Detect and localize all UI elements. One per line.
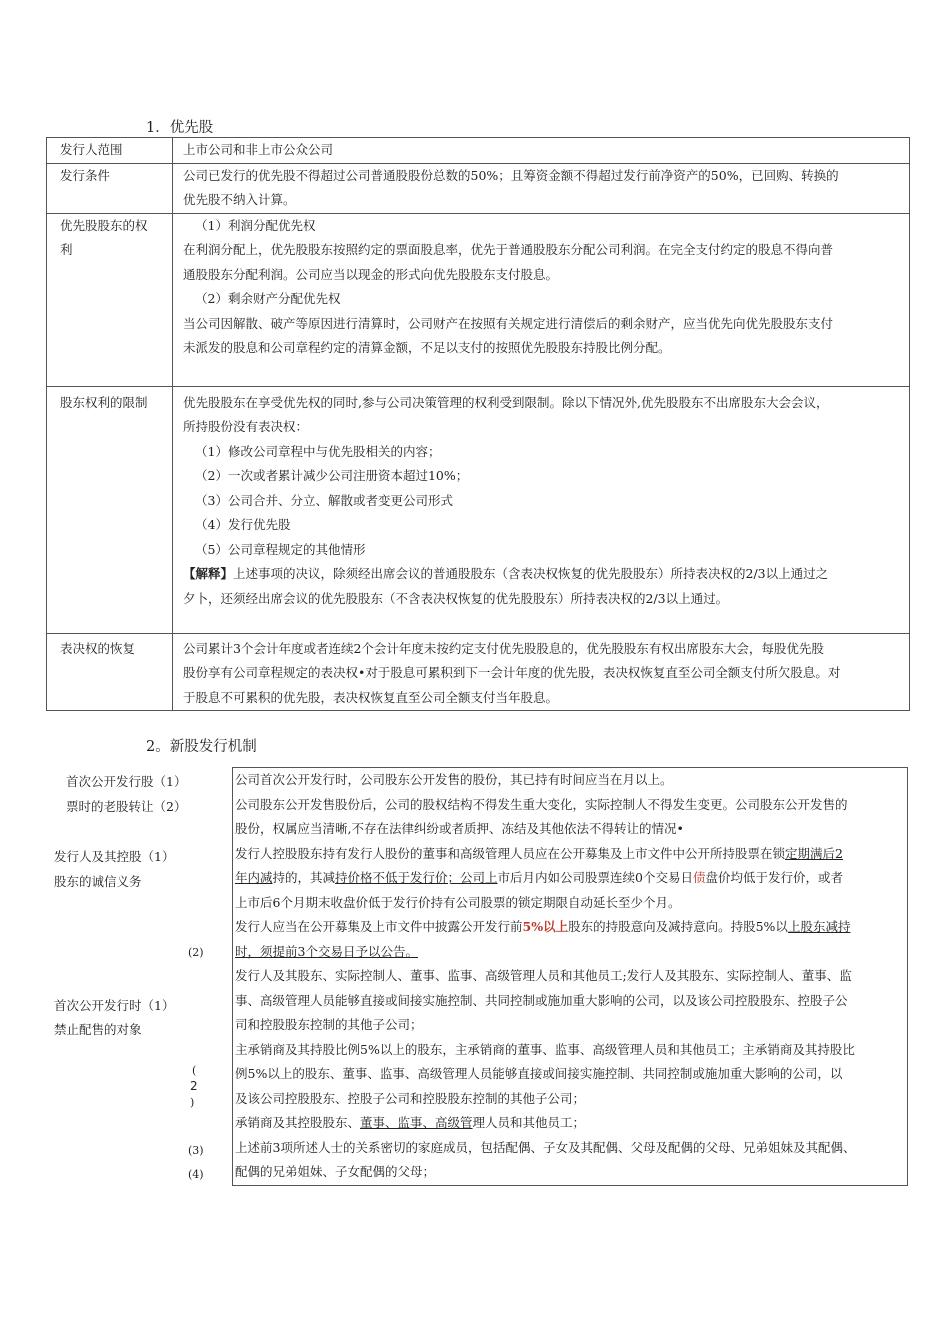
row-label: 发行人范围: [47, 138, 173, 164]
section1-heading: 1．优先股: [146, 120, 214, 136]
ban-item-2-close: ): [190, 1096, 195, 1109]
table-row: [47, 213, 910, 386]
row-label: 表决权的恢复: [47, 633, 173, 711]
integrity-item-2: (2): [188, 946, 204, 959]
ban-item-2-open: (: [192, 1064, 197, 1077]
row-label: 股东权利的限制: [47, 386, 173, 633]
ipo-old-shares-label-2: 票时的老股转让（2）: [66, 799, 187, 814]
integrity-label-2: 股东的诚信义务: [54, 874, 142, 889]
text-line: 上市后6个月期末收盘价低于发行价持有公司股票的锁定期限自动延长至少个月。: [235, 894, 681, 910]
row-label: 优先股股东的权 利: [47, 213, 173, 386]
text-line: 公司首次公开发行时，公司股东公开发售的股份，其已持有时间应当在月以上。: [235, 772, 673, 787]
row-content: 优先股股东在享受优先权的同时,参与公司决策管理的权利受到限制。除以下情况外,优先股股东不出席股东大会会议， 所持股份没有表决权： （1）修改公司章程中与优先股相关的内容； （2）一次或者累计减少公司注册资本超过10%； （3）公司合并、分立、解散或者变更公司形式 （4）发行优先股 （5）公司章程规定的其他情形 【解释】上述事项的决议，除须经出席会议的普通股股东（含表决权恢复的优先股股东）所持表决权的2/3以上通过之 夕卜，还须经出席会议的优先股股东（不含表决权恢复的优先股股东）所持表决权的2/3以上通过。: [173, 386, 910, 633]
text-line: 上述前3项所述人士的关系密切的家庭成员，包括配偶、子女及其配偶、父母及配偶的父母、兄弟姐妹及其配偶、: [235, 1139, 856, 1155]
ban-label-2: 禁止配售的对象: [54, 1022, 142, 1037]
row-content: 上市公司和非上市公众公司: [173, 138, 910, 164]
table-row: [47, 633, 910, 711]
row-content: 公司累计3个会计年度或者连续2个会计年度未按约定支付优先股股息的，优先股股东有权出席股东大会，每股优先股 股份享有公司章程规定的表决权•对于股息可累积到下一会计年度的优先股，表决权恢复直至公司全额支付所欠股息。对 于股息不可累积的优先股，表决权恢复直至公司全额支付当年股息。: [173, 633, 910, 711]
text-line: 发行人应当在公开募集及上市文件中披露公开发行前5%以上股东的持股意向及减持意向。持股5%以上股东减持: [235, 919, 851, 934]
row-content: （1）利润分配优先权 在利润分配上，优先股股东按照约定的票面股息率，优先于普通股股东分配公司利润。在完全支付约定的股息不得向普 通股股东分配利润。公司应当以现金的形式向优先股股东支付股息。 （2）剩余财产分配优先权 当公司因解散、破产等原因进行清算时，公司财产在按照有关规定进行清偿后的剩余财产，应当优先向优先股股东支付 未派发的股息和公司章程约定的清算金额，不足以支付的按照优先股股东持股比例分配。: [173, 213, 910, 386]
text-line: 股份，权属应当清晰,不存在法律纠纷或者质押、冻结及其他依法不得转让的情况•: [235, 821, 684, 836]
text-line: 年内减持的，其减持价格不低于发行价；公司上市后月内如公司股票连续0个交易日债盘价均低于发行价，或者: [235, 870, 844, 885]
ban-item-2-num: 2: [190, 1079, 198, 1093]
explain-tag: 【解释】: [183, 566, 234, 581]
text-line: 承销商及其控股股东、董事、监事、高级管理人员和其他员工；: [235, 1115, 586, 1130]
row-content: 公司已发行的优先股不得超过公司普通股股份总数的50%；且筹资金额不得超过发行前净资产的50%，已回购、转换的 优先股不纳入计算。: [173, 163, 910, 213]
text-line: 例5%以上的股东、董事、监事、高级管理人员能够直接或间接实施控制、共同控制或施加重大影响的公司，以: [235, 1066, 843, 1081]
text-line: 公司股东公开发售股份后，公司的股权结构不得发生重大变化，实际控制人不得发生变更。公司股东公开发售的: [235, 796, 848, 812]
integrity-label-1: 发行人及其控股（1）: [54, 849, 175, 864]
text-line: 事、高级管理人员能够直接或间接实施控制、共同控制或施加重大影响的公司，以及该公司控股股东、控股子公: [235, 992, 848, 1008]
ban-item-4: (4): [188, 1168, 204, 1181]
text-line: 时，须提前3个交易日予以公告。: [235, 943, 418, 959]
issuance-mechanism-box: [232, 767, 908, 1186]
text-line: 发行人控股股东持有发行人股份的董事和高级管理人员应在公开募集及上市文件中公开所持股票在锁定期满后2: [235, 845, 843, 861]
text-line: 及该公司控股股东、控股子公司和控股股东控制的其他子公司；: [235, 1090, 586, 1106]
text-line: 主承销商及其持股比例5%以上的股东，主承销商的董事、监事、高级管理人员和其他员工；主承销商及其持股比: [235, 1041, 855, 1057]
text-line: 发行人及其股东、实际控制人、董事、监事、高级管理人员和其他员工;发行人及其股东、实际控制人、董事、监: [235, 968, 852, 983]
preferred-stock-table: [46, 137, 910, 711]
text-line: 司和控股股东控制的其他子公司；: [235, 1017, 423, 1032]
table-row: [47, 163, 910, 213]
ban-label-1: 首次公开发行时（1）: [54, 998, 175, 1013]
ban-item-3: (3): [188, 1144, 204, 1157]
text-line: 配偶的兄弟姐妹、子女配偶的父母；: [235, 1164, 436, 1179]
table-row: [47, 386, 910, 633]
section2-heading: 2。新股发行机制: [146, 739, 257, 755]
table-row: [47, 138, 910, 164]
row-label: 发行条件: [47, 163, 173, 213]
ipo-old-shares-label-1: 首次公开发行股（1）: [66, 774, 187, 789]
